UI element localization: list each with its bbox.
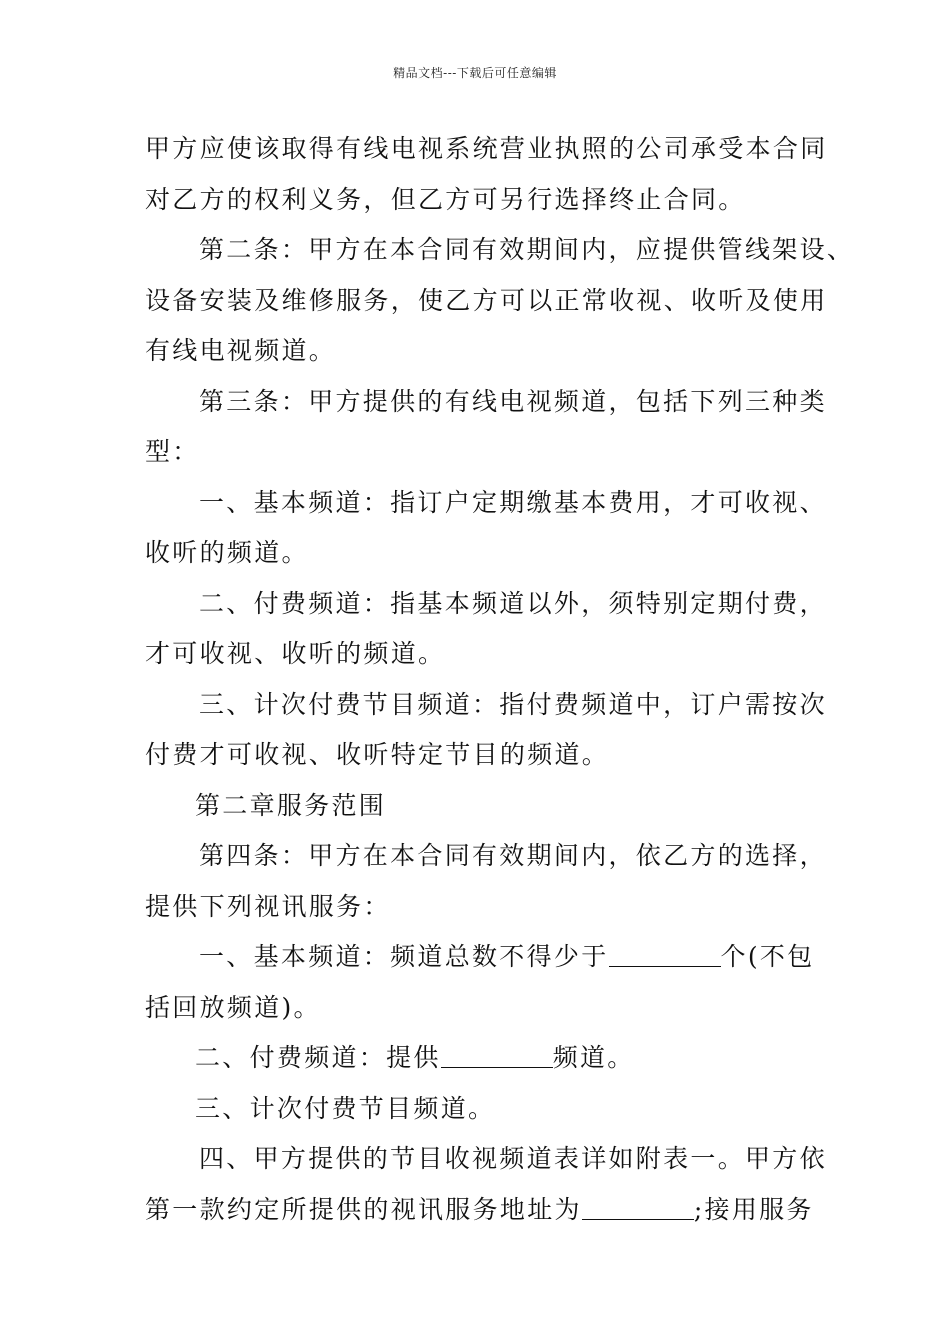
basic-channel-line: [145, 932, 815, 983]
paragraph-line: 对乙方的权利义务，但乙方可另行选择终止合同。: [145, 184, 746, 214]
line-text: ;接用服务: [693, 1194, 814, 1224]
document-body: [145, 124, 855, 1235]
article-3-line: 第三条：甲方提供的有线电视频道，包括下列三种类: [199, 386, 827, 416]
line-text: 第一款约定所提供的视讯服务地址为: [145, 1194, 582, 1224]
paid-channel-line: [145, 1033, 815, 1084]
item-3-line: 三、计次付费节目频道：指付费频道中，订户需按次: [199, 689, 827, 719]
fill-in-blank: [609, 940, 721, 967]
article-4-line: 第四条：甲方在本合同有效期间内，依乙方的选择，: [199, 841, 827, 870]
fill-in-blank: [441, 1041, 553, 1068]
line-text: 个(不包: [720, 942, 815, 971]
ppv-channel-line: 三、计次付费节目频道。: [195, 1093, 496, 1123]
item-2-line: 二、付费频道：指基本频道以外，须特别定期付费，: [199, 588, 827, 618]
article-2-line: 第二条：甲方在本合同有效期间内，应提供管线架设、: [199, 235, 855, 264]
item-4-line: 四、甲方提供的节目收视频道表详如附表一。甲方依: [199, 1144, 827, 1173]
paragraph-line: 设备安装及维修服务，使乙方可以正常收视、收听及使用: [145, 285, 828, 315]
line-text: 二、付费频道：提供: [195, 1043, 441, 1072]
paragraph-line: 有线电视频道。: [145, 336, 337, 365]
paragraph-line: 收听的频道。: [145, 538, 309, 567]
paragraph-line: 付费才可收视、收听特定节目的频道。: [145, 740, 610, 769]
line-text: 频道。: [552, 1043, 635, 1072]
page-header: 精品文档---下载后可任意编辑: [393, 66, 557, 80]
fill-in-blank: [582, 1193, 694, 1220]
paragraph-line: 才可收视、收听的频道。: [145, 639, 446, 668]
paragraph-line: 型：: [145, 437, 200, 466]
item-1-line: 一、基本频道：指订户定期缴基本费用，才可收视、: [199, 487, 827, 517]
chapter-heading: 第二章服务范围: [195, 790, 387, 820]
service-address-line: [145, 1185, 815, 1236]
paragraph-line: 提供下列视讯服务：: [145, 891, 391, 921]
line-text: 一、基本频道：频道总数不得少于: [199, 942, 609, 971]
paragraph-line: 甲方应使该取得有线电视系统营业执照的公司承受本合同: [145, 134, 828, 163]
paragraph-line: 括回放频道)。: [145, 992, 321, 1022]
